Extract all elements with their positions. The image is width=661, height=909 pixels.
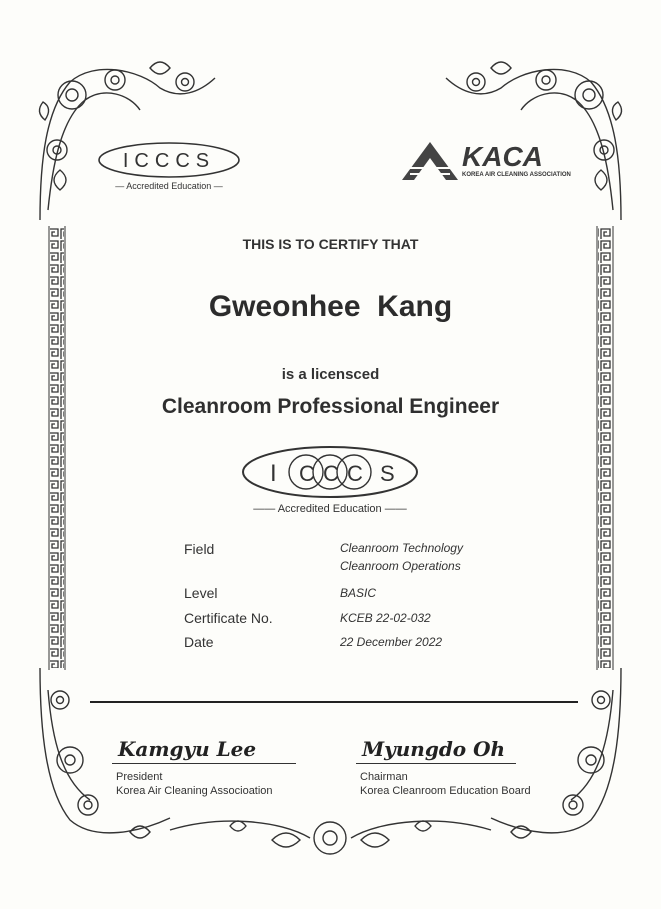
- certificate-no-value: KCEB 22-02-032: [340, 611, 431, 625]
- bottom-center-floral-ornament: [170, 821, 491, 854]
- svg-text:C: C: [323, 461, 339, 486]
- right-organization: Korea Cleanroom Education Board: [360, 785, 531, 797]
- left-organization: Korea Air Cleaning Associoation: [116, 785, 273, 797]
- left-role: President: [116, 771, 163, 783]
- certification-title: Cleanroom Professional Engineer: [161, 395, 500, 418]
- field-label: Field: [184, 541, 215, 557]
- field-value-operations: Cleanroom Operations: [340, 559, 461, 573]
- svg-text:C: C: [347, 461, 363, 486]
- divider-rule: [90, 701, 578, 703]
- iccs-caption-center: —— Accredited Education ——: [253, 503, 407, 515]
- kaca-logo: [400, 138, 570, 184]
- licensed-line: is a licensced: [281, 366, 380, 383]
- level-value: BASIC: [340, 586, 377, 600]
- iccs-logo-center: [240, 444, 420, 520]
- bottom-right-floral-ornament: [491, 668, 621, 838]
- svg-text:ICCCS: ICCCS: [122, 150, 216, 172]
- certificate-no-label: Certificate No.: [184, 610, 273, 626]
- signature-right: Myungdo Oh: [362, 737, 506, 761]
- svg-text:C: C: [299, 461, 315, 486]
- date-value: 22 December 2022: [340, 635, 443, 649]
- kaca-subtitle: KOREA AIR CLEANING ASSOCIATION: [462, 172, 571, 178]
- kaca-triangle-icon: [400, 138, 460, 182]
- svg-text:I: I: [270, 460, 277, 487]
- iccs-logo-top: [96, 140, 242, 196]
- signature-left: Kamgyu Lee: [118, 737, 257, 761]
- level-label: Level: [184, 585, 218, 601]
- date-label: Date: [184, 634, 214, 650]
- svg-text:S: S: [380, 461, 395, 486]
- certify-line: THIS IS TO CERTIFY THAT: [242, 236, 419, 252]
- recipient-name: Gweonhee Kang: [208, 290, 453, 323]
- field-value-technology: Cleanroom Technology: [340, 541, 463, 555]
- iccs-caption-top: — Accredited Education —: [115, 181, 223, 191]
- kaca-wordmark: KACA: [462, 141, 543, 172]
- signature-line-right: [356, 763, 516, 764]
- right-role: Chairman: [360, 771, 408, 783]
- signature-line-left: [112, 763, 296, 764]
